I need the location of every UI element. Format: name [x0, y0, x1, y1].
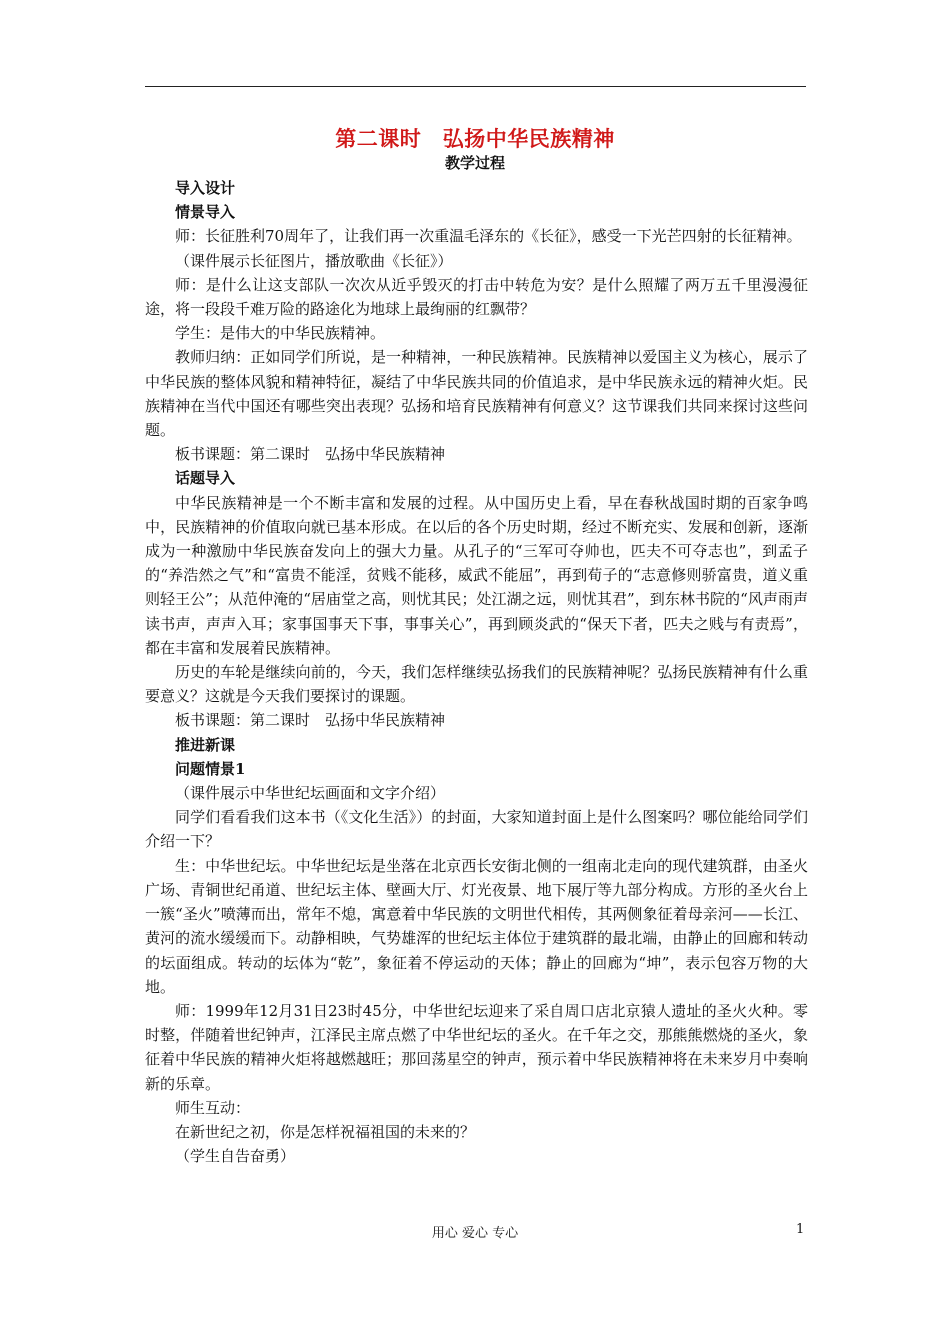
paragraph: 生：中华世纪坛。中华世纪坛是坐落在北京西长安街北侧的一组南北走向的现代建筑群，由圣火广场、青铜世纪甬道、世纪坛主体、壁画大厅、灯光夜景、地下展厅等九部分构成。方形的圣火台上一簇“圣火”喷薄而出，常年不熄，寓意着中华民族的文明世代相传，其两侧象征着母亲河——长江、黄河的流水缓缓而下。动静相映，气势雄浑的世纪坛主体位于建筑群的最北端，由静止的回廊和转动的坛面组成。转动的坛体为“乾”，象征着不停运动的天体；静止的回廊为“坤”，表示包容万物的大地。 [145, 856, 808, 996]
paragraph: 中华民族精神是一个不断丰富和发展的过程。从中国历史上看，早在春秋战国时期的百家争鸣中，民族精神的价值取向就已基本形成。在以后的各个历史时期，经过不断充实、发展和创新，逐渐成为一种激励中华民族奋发向上的强大力量。从孔子的“三军可夺帅也，匹夫不可夺志也”，到孟子的“养浩然之气”和“富贵不能淫，贫贱不能移，威武不能屈”，再到荀子的“志意修则骄富贵，道义重则轻王公”；从范仲淹的“居庙堂之高，则忧其民；处江湖之远，则忧其君”，到东林书院的“风声雨声读书声，声声入耳；家事国事天下事，事事关心”，再到顾炎武的“保天下者，匹夫之贱与有责焉”，都在丰富和发展着民族精神。 [145, 493, 808, 657]
heading-intro-design: 导入设计 [175, 179, 236, 197]
page-number: 1 [796, 1222, 805, 1237]
heading-scene-intro: 情景导入 [175, 203, 236, 222]
paragraph: （课件展示中华世纪坛画面和文字介绍） [175, 784, 446, 803]
paragraph: 师：长征胜利70周年了，让我们再一次重温毛泽东的《长征》，感受一下光芒四射的长征精神。 [175, 227, 802, 246]
paragraph: 学生：是伟大的中华民族精神。 [175, 324, 386, 343]
paragraph: 在新世纪之初，你是怎样祝福祖国的未来的？ [175, 1122, 476, 1141]
paragraph: （学生自告奋勇） [175, 1147, 296, 1166]
header-rule [145, 86, 806, 87]
paragraph: 师：1999年12月31日23时45分，中华世纪坛迎来了采自周口店北京猿人遗址的圣火火种。零时整，伴随着世纪钟声，江泽民主席点燃了中华世纪坛的圣火。在千年之交，那熊熊燃烧的圣火，象征着中华民族的精神火炬将越燃越旺；那回荡星空的钟声，预示着中华民族精神将在未来岁月中奏响新的乐章。 [145, 1001, 808, 1093]
document-body [145, 176, 808, 1168]
paragraph: 历史的车轮是继续向前的，今天，我们怎样继续弘扬我们的民族精神呢？弘扬民族精神有什么重要意义？这就是今天我们要探讨的课题。 [145, 663, 808, 706]
paragraph: 师：是什么让这支部队一次次从近乎毁灭的打击中转危为安？是什么照耀了两万五千里漫漫征途，将一段段千难万险的路途化为地球上最绚丽的红飘带？ [145, 275, 808, 319]
paragraph: 教师归纳：正如同学们所说，是一种精神，一种民族精神。民族精神以爱国主义为核心，展示了中华民族的整体风貌和精神特征，凝结了中华民族共同的价值追求，是中华民族永远的精神火炬。民族精神在当代中国还有哪些突出表现？弘扬和培育民族精神有何意义？这节课我们共同来探讨这些问题。 [145, 348, 808, 440]
board-title-line: 板书课题：第二课时 弘扬中华民族精神 [175, 711, 446, 730]
heading-new-lesson: 推进新课 [175, 735, 236, 754]
paragraph: （课件展示长征图片，播放歌曲《长征》） [175, 251, 453, 270]
paragraph: 同学们看看我们这本书（《文化生活》）的封面，大家知道封面上是什么图案吗？哪位能给同学们介绍一下？ [145, 808, 808, 851]
paragraph: 师生互动： [175, 1098, 251, 1117]
page-title: 第二课时 弘扬中华民族精神 [335, 126, 615, 151]
footer-text: 用心 爱心 专心 [431, 1226, 519, 1241]
heading-topic-intro: 话题导入 [175, 469, 236, 488]
section-subtitle: 教学过程 [444, 154, 505, 172]
board-title-line: 板书课题：第二课时 弘扬中华民族精神 [175, 445, 446, 464]
heading-scenario-1: 问题情景1 [175, 759, 246, 778]
